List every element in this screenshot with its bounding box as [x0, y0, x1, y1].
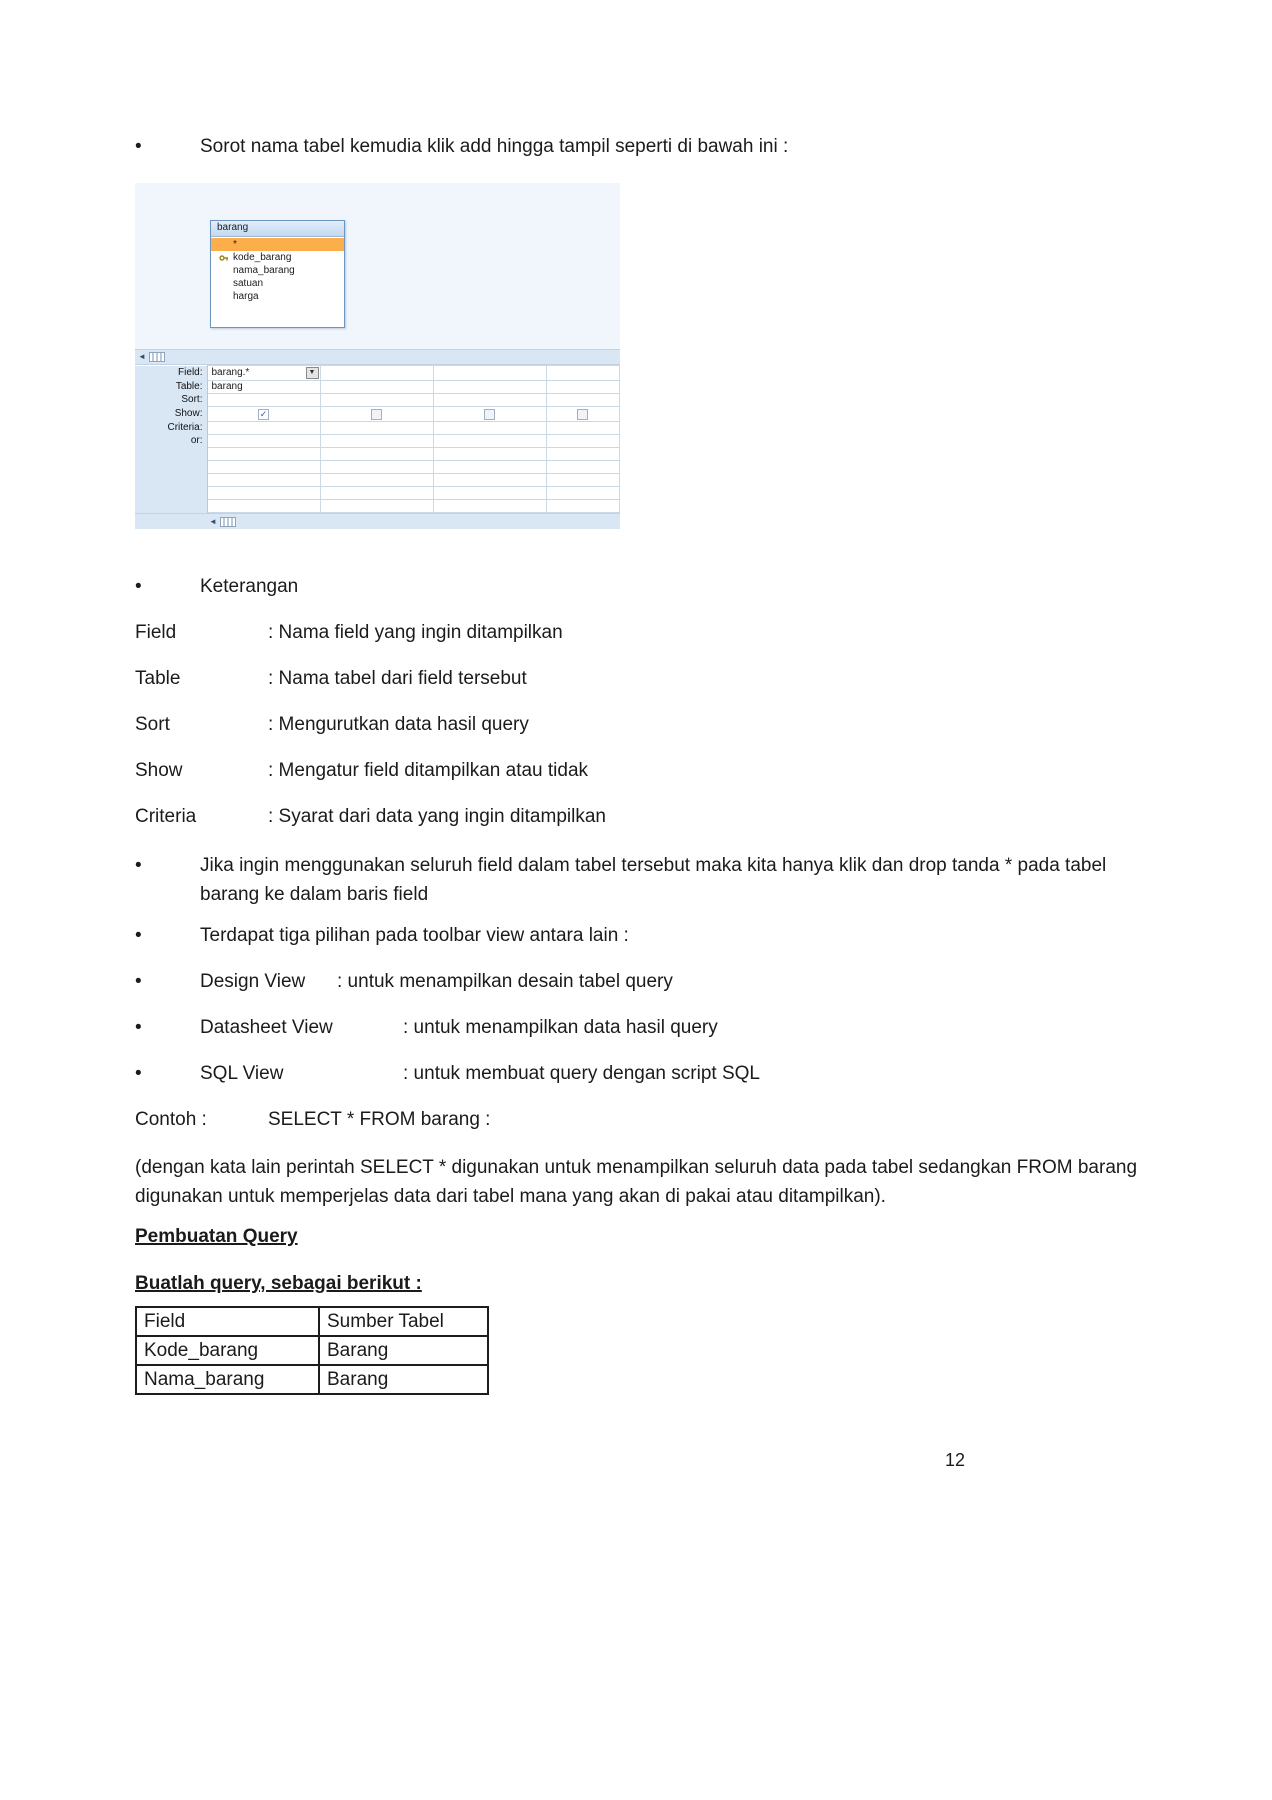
field-item-satuan[interactable]	[211, 277, 344, 290]
contoh-label: Contoh :	[135, 1109, 207, 1130]
primary-key-icon	[219, 253, 233, 263]
bullet-intro-text: Sorot nama tabel kemudia klik add hingga tampil seperti di bawah ini :	[200, 136, 789, 157]
field-value-text: barang.*	[211, 367, 250, 378]
view-desc: : untuk membuat query dengan script SQL	[403, 1063, 760, 1084]
view-desc: : untuk menampilkan desain tabel query	[337, 971, 673, 992]
grid-cell-criteria-3[interactable]	[433, 422, 546, 435]
grid-cell-or-2[interactable]	[320, 435, 433, 448]
grid-cell-show-2[interactable]	[320, 407, 433, 422]
grid-cell-empty[interactable]	[433, 500, 546, 513]
pane-divider-scrollbar	[135, 349, 620, 365]
definition-table	[135, 667, 1142, 691]
grid-row-empty	[135, 461, 620, 474]
grid-row-empty	[135, 500, 620, 513]
grid-horizontal-scrollbar	[135, 513, 620, 529]
heading-buatlah-query: Buatlah query, sebagai berikut :	[135, 1273, 422, 1294]
definition-term: Field	[135, 622, 177, 643]
grid-cell-empty[interactable]	[546, 448, 620, 461]
cell-field: Kode_barang	[136, 1336, 319, 1365]
header-sumber-tabel: Sumber Tabel	[319, 1307, 488, 1336]
grid-row-criteria	[135, 422, 620, 435]
grid-cell-criteria-4[interactable]	[546, 422, 620, 435]
definition-term: Table	[135, 668, 181, 689]
bullet-toolbar-views	[135, 924, 1142, 948]
grid-cell-table-1[interactable]	[207, 381, 320, 394]
grid-row-label-criteria: Criteria:	[135, 422, 207, 435]
query-spec-row	[136, 1365, 488, 1394]
definition-desc: : Nama field yang ingin ditampilkan	[268, 622, 563, 643]
field-item-harga[interactable]	[211, 290, 344, 303]
grid-cell-or-1[interactable]	[207, 435, 320, 448]
scrollbar-thumb-icon[interactable]	[220, 517, 236, 527]
grid-row-field	[135, 366, 620, 381]
grid-row-empty	[135, 487, 620, 500]
grid-row-label-sort: Sort:	[135, 394, 207, 407]
header-field: Field	[136, 1307, 319, 1336]
bullet-intro	[135, 135, 1142, 159]
show-checkbox-2[interactable]	[484, 409, 495, 420]
table-value-text: barang	[211, 381, 243, 392]
grid-cell-empty[interactable]	[433, 474, 546, 487]
grid-cell-empty[interactable]	[207, 461, 320, 474]
grid-cell-criteria-1[interactable]	[207, 422, 320, 435]
grid-cell-empty[interactable]	[433, 448, 546, 461]
grid-row-label-table: Table:	[135, 381, 207, 394]
field-item-nama-barang[interactable]	[211, 264, 344, 277]
bullet-sql-view	[135, 1062, 1142, 1086]
query-spec-header-row	[136, 1307, 488, 1336]
bullet-marker: •	[135, 576, 142, 597]
grid-cell-table-3[interactable]	[433, 381, 546, 394]
grid-cell-sort-4[interactable]	[546, 394, 620, 407]
query-design-surface	[135, 183, 620, 349]
contoh-row	[135, 1108, 1142, 1132]
table-field-list	[211, 237, 344, 327]
grid-cell-field-2[interactable]	[320, 366, 433, 381]
grid-row-label-empty	[135, 461, 207, 474]
grid-cell-empty[interactable]	[433, 461, 546, 474]
field-dropdown-button[interactable]: ▼	[306, 367, 319, 379]
definition-desc: : Syarat dari data yang ingin ditampilkan	[268, 806, 606, 827]
field-item-label: nama_barang	[233, 264, 295, 276]
grid-cell-empty[interactable]	[207, 500, 320, 513]
definition-show	[135, 759, 1142, 783]
grid-cell-field-1[interactable]	[207, 366, 320, 381]
grid-cell-empty[interactable]	[546, 487, 620, 500]
bullet-toolbar-views-text: Terdapat tiga pilihan pada toolbar view antara lain :	[200, 925, 629, 946]
field-item-label: satuan	[233, 277, 264, 289]
grid-cell-empty[interactable]	[546, 474, 620, 487]
field-item-label: *	[233, 238, 237, 250]
bullet-marker: •	[135, 855, 142, 876]
field-item-label: kode_barang	[233, 251, 292, 263]
scrollbar-thumb-icon[interactable]	[149, 352, 165, 362]
cell-sumber: Barang	[319, 1365, 488, 1394]
show-checkbox-3[interactable]	[577, 409, 588, 420]
grid-cell-empty[interactable]	[320, 474, 433, 487]
bullet-datasheet-view	[135, 1016, 1142, 1040]
table-box-barang[interactable]	[210, 220, 345, 328]
grid-cell-empty[interactable]	[207, 487, 320, 500]
explanation-paragraph: (dengan kata lain perintah SELECT * digunakan untuk menampilkan seluruh data pada tabel sedangkan FROM barang digunakan untuk memperjelas data dari tabel mana yang akan di pakai atau ditampilkan).	[135, 1157, 1138, 1207]
definition-field	[135, 621, 1142, 645]
grid-cell-criteria-2[interactable]	[320, 422, 433, 435]
bullet-marker: •	[135, 1017, 142, 1038]
grid-cell-empty[interactable]	[546, 461, 620, 474]
definition-term: Sort	[135, 714, 170, 735]
grid-cell-empty[interactable]	[207, 448, 320, 461]
contoh-value: SELECT * FROM barang :	[268, 1109, 491, 1130]
grid-row-or	[135, 435, 620, 448]
heading-pembuatan-query: Pembuatan Query	[135, 1226, 298, 1247]
definition-desc: : Mengatur field ditampilkan atau tidak	[268, 760, 589, 781]
table-box-title: barang	[211, 221, 344, 237]
grid-row-label-empty	[135, 487, 207, 500]
bullet-marker: •	[135, 136, 142, 157]
cell-field: Nama_barang	[136, 1365, 319, 1394]
bullet-marker: •	[135, 971, 142, 992]
definition-desc: : Nama tabel dari field tersebut	[268, 668, 527, 689]
screenshot-bottom-space	[135, 529, 620, 548]
view-desc: : untuk menampilkan data hasil query	[403, 1017, 718, 1038]
field-item-star[interactable]	[211, 238, 344, 251]
grid-row-label-or: or:	[135, 435, 207, 448]
field-item-label: harga	[233, 290, 259, 302]
query-design-grid	[135, 365, 620, 513]
grid-cell-empty[interactable]	[433, 487, 546, 500]
grid-row-show	[135, 407, 620, 422]
view-name: Design View	[200, 971, 306, 992]
grid-cell-show-4[interactable]	[546, 407, 620, 422]
grid-row-label-show: Show:	[135, 407, 207, 422]
grid-cell-table-4[interactable]	[546, 381, 620, 394]
grid-row-label-empty	[135, 448, 207, 461]
grid-row-label-empty	[135, 474, 207, 487]
grid-row-empty	[135, 474, 620, 487]
grid-cell-table-2[interactable]	[320, 381, 433, 394]
grid-cell-show-1[interactable]	[207, 407, 320, 422]
definition-criteria	[135, 805, 1142, 829]
view-name: SQL View	[200, 1063, 284, 1084]
grid-cell-sort-1[interactable]	[207, 394, 320, 407]
definition-sort	[135, 713, 1142, 737]
grid-cell-empty[interactable]	[320, 487, 433, 500]
grid-row-label-empty	[135, 500, 207, 513]
definition-term: Criteria	[135, 806, 197, 827]
access-query-designer-screenshot	[135, 183, 620, 547]
grid-cell-show-3[interactable]	[433, 407, 546, 422]
grid-cell-empty[interactable]	[320, 461, 433, 474]
keterangan-text: Keterangan	[200, 576, 299, 597]
grid-cell-or-3[interactable]	[433, 435, 546, 448]
grid-row-empty	[135, 448, 620, 461]
grid-row-table	[135, 381, 620, 394]
bullet-drag-star	[135, 851, 1142, 909]
show-checkbox-1[interactable]	[371, 409, 382, 420]
page-number: 12	[945, 1450, 966, 1470]
grid-cell-empty[interactable]	[320, 448, 433, 461]
grid-cell-empty[interactable]	[207, 474, 320, 487]
scroll-left-icon[interactable]: ◄	[209, 516, 217, 526]
grid-row-sort	[135, 394, 620, 407]
cell-sumber: Barang	[319, 1336, 488, 1365]
bullet-drag-star-text: Jika ingin menggunakan seluruh field dalam tabel tersebut maka kita hanya klik dan drop tanda * pada tabel barang ke dalam baris field	[200, 855, 1107, 905]
grid-cell-field-3[interactable]	[433, 366, 546, 381]
grid-cell-sort-3[interactable]	[433, 394, 546, 407]
bullet-design-view	[135, 970, 1142, 994]
field-item-kode-barang[interactable]	[211, 251, 344, 264]
view-name: Datasheet View	[200, 1017, 333, 1038]
grid-cell-sort-2[interactable]	[320, 394, 433, 407]
bullet-keterangan	[135, 575, 1142, 599]
definition-term: Show	[135, 760, 183, 781]
grid-row-label-field: Field:	[135, 366, 207, 381]
grid-cell-or-4[interactable]	[546, 435, 620, 448]
bullet-marker: •	[135, 1063, 142, 1084]
show-checkbox-0[interactable]: ✓	[259, 408, 268, 419]
query-spec-table	[135, 1306, 489, 1395]
grid-cell-empty[interactable]	[320, 500, 433, 513]
query-spec-row	[136, 1336, 488, 1365]
scroll-left-icon[interactable]: ◄	[138, 352, 146, 361]
grid-cell-empty[interactable]	[546, 500, 620, 513]
grid-cell-field-4[interactable]	[546, 366, 620, 381]
bullet-marker: •	[135, 925, 142, 946]
definition-desc: : Mengurutkan data hasil query	[268, 714, 529, 735]
